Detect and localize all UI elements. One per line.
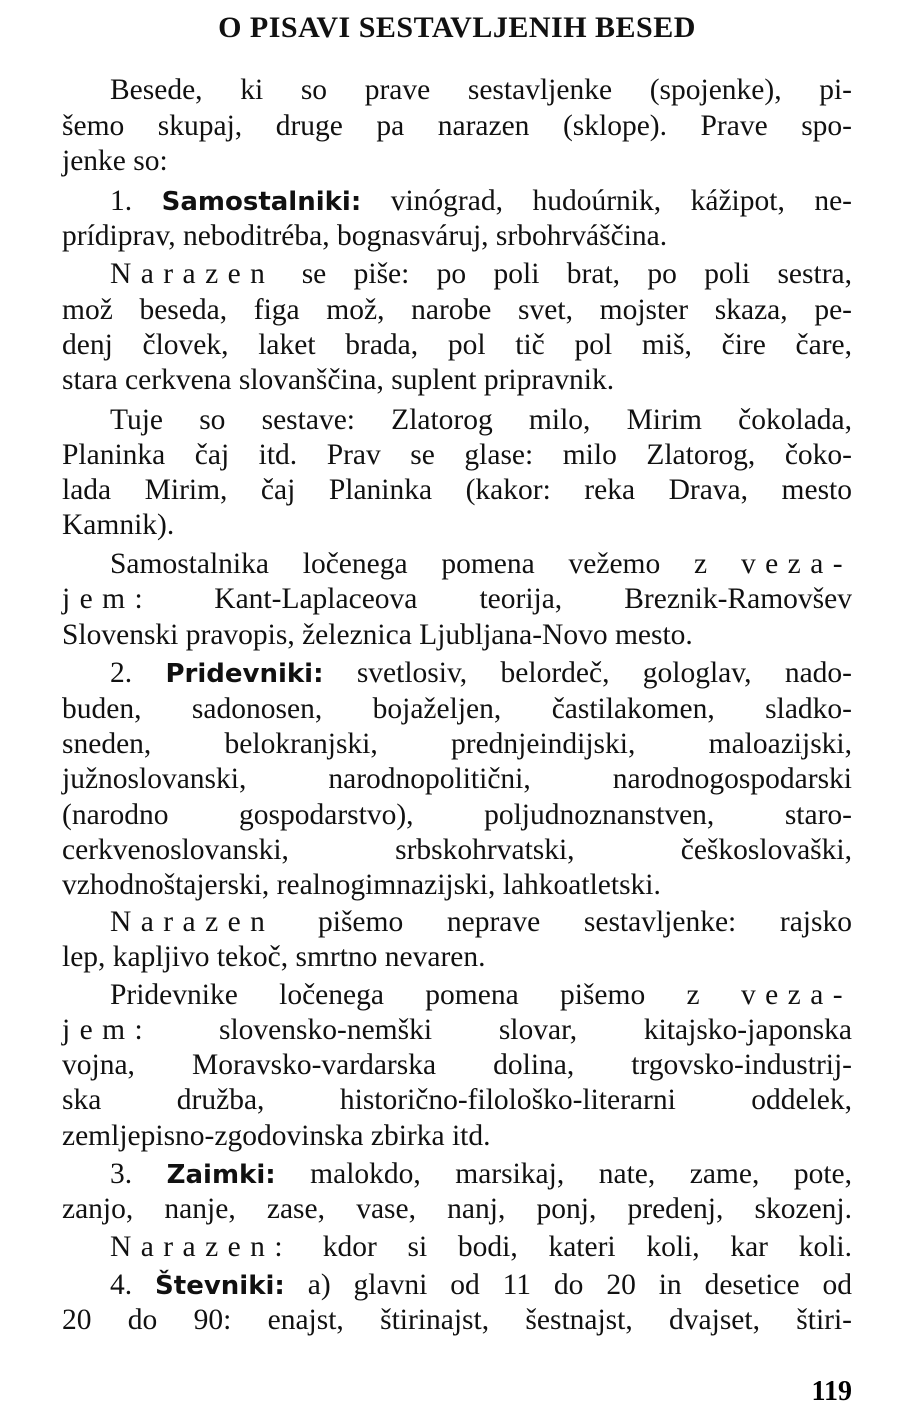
text-line: jenke so: <box>62 145 168 177</box>
text-line: (narodno gospodarstvo), poljudnoznanstven, staro- <box>62 799 852 831</box>
text-line: zemljepisno-zgodovinska zbirka itd. <box>62 1120 491 1152</box>
text-line: denj človek, laket brada, pol tič pol miš, čire čare, <box>62 329 852 361</box>
text-line: Besede, ki so prave sestavljenke (spojenke), pi- <box>110 74 852 106</box>
text-line: vojna, Moravsko-vardarska dolina, trgovsko-industrij- <box>62 1049 852 1081</box>
text-line: ska družba, historično-filološko-literarni oddelek, <box>62 1084 852 1116</box>
text-line: 4. Števniki: a) glavni od 11 do 20 in desetice od <box>110 1269 852 1301</box>
text-line: Narazen pišemo neprave sestavljenke: rajsko <box>110 906 852 938</box>
text-line: buden, sadonosen, bojaželjen, častilakomen, sladko- <box>62 693 852 725</box>
text-line: vzhodnoštajerski, realnogimnazijski, lahkoatletski. <box>62 869 661 901</box>
text-line: Pridevnike ločenega pomena pišemo z veza- <box>110 979 852 1011</box>
section-heading-samostalniki: Samostalniki: <box>161 187 362 217</box>
page-title: O PISAVI SESTAVLJENIH BESED <box>218 11 696 44</box>
spaced-emphasis: Narazen <box>110 258 275 290</box>
text-line: južnoslovanski, narodnopolitični, narodnogospodarski <box>62 763 852 795</box>
text-line: zanjo, nanje, zase, vase, nanj, ponj, predenj, skozenj. <box>62 1193 852 1225</box>
text-line: Slovenski pravopis, železnica Ljubljana-Novo mesto. <box>62 619 693 651</box>
page-number: 119 <box>811 1376 852 1407</box>
section-heading-zaimki: Zaimki: <box>166 1160 276 1190</box>
text-line: Narazen: kdor si bodi, kateri koli, kar koli. <box>110 1231 852 1263</box>
section-heading-pridevniki: Pridevniki: <box>165 659 324 689</box>
text-line: 2. Pridevniki: svetlosiv, belordeč, gologlav, nado- <box>110 657 852 689</box>
book-page <box>62 0 852 1416</box>
text-line: 20 do 90: enajst, štirinajst, šestnajst, dvajset, štiri- <box>62 1304 852 1336</box>
text-line: prídiprav, neboditréba, bognasváruj, srbohrváščina. <box>62 220 668 252</box>
text-line: lada Mirim, čaj Planinka (kakor: reka Drava, mesto <box>62 474 852 506</box>
text-line: jem: Kant-Laplaceova teorija, Breznik-Ramovšev <box>62 583 852 615</box>
text-line: Narazen se piše: po poli brat, po poli sestra, <box>110 258 852 290</box>
text-line: mož beseda, figa mož, narobe svet, mojster skaza, pe- <box>62 294 852 326</box>
spaced-emphasis: Narazen <box>110 906 275 938</box>
spaced-emphasis: veza- <box>740 548 852 580</box>
text-line: šemo skupaj, druge pa narazen (sklope). Prave spo- <box>62 110 852 142</box>
text-line: 1. Samostalniki: vinógrad, hudoúrnik, kážipot, ne- <box>110 185 852 217</box>
spaced-emphasis: veza- <box>740 979 852 1011</box>
spaced-emphasis: jem: <box>62 1014 153 1046</box>
text-line: Kamnik). <box>62 509 175 541</box>
spaced-emphasis: jem: <box>62 583 153 615</box>
text-line: 3. Zaimki: malokdo, marsikaj, nate, zame, pote, <box>110 1158 853 1190</box>
text-line: stara cerkvena slovanščina, suplent pripravnik. <box>62 364 615 396</box>
text-line: cerkvenoslovanski, srbskohrvatski, češkoslovaški, <box>62 834 852 866</box>
spaced-emphasis: Narazen: <box>110 1231 292 1263</box>
text-line: jem: slovensko-nemški slovar, kitajsko-japonska <box>62 1014 852 1046</box>
text-line: sneden, belokranjski, prednjeindijski, maloazijski, <box>62 728 852 760</box>
section-heading-stevniki: Števniki: <box>155 1271 285 1301</box>
text-line: Planinka čaj itd. Prav se glase: milo Zlatorog, čoko- <box>62 439 852 471</box>
text-line: Samostalnika ločenega pomena vežemo z veza- <box>110 548 852 580</box>
text-line: Tuje so sestave: Zlatorog milo, Mirim čokolada, <box>110 404 852 436</box>
text-line: lep, kapljivo tekoč, smrtno nevaren. <box>62 941 486 973</box>
